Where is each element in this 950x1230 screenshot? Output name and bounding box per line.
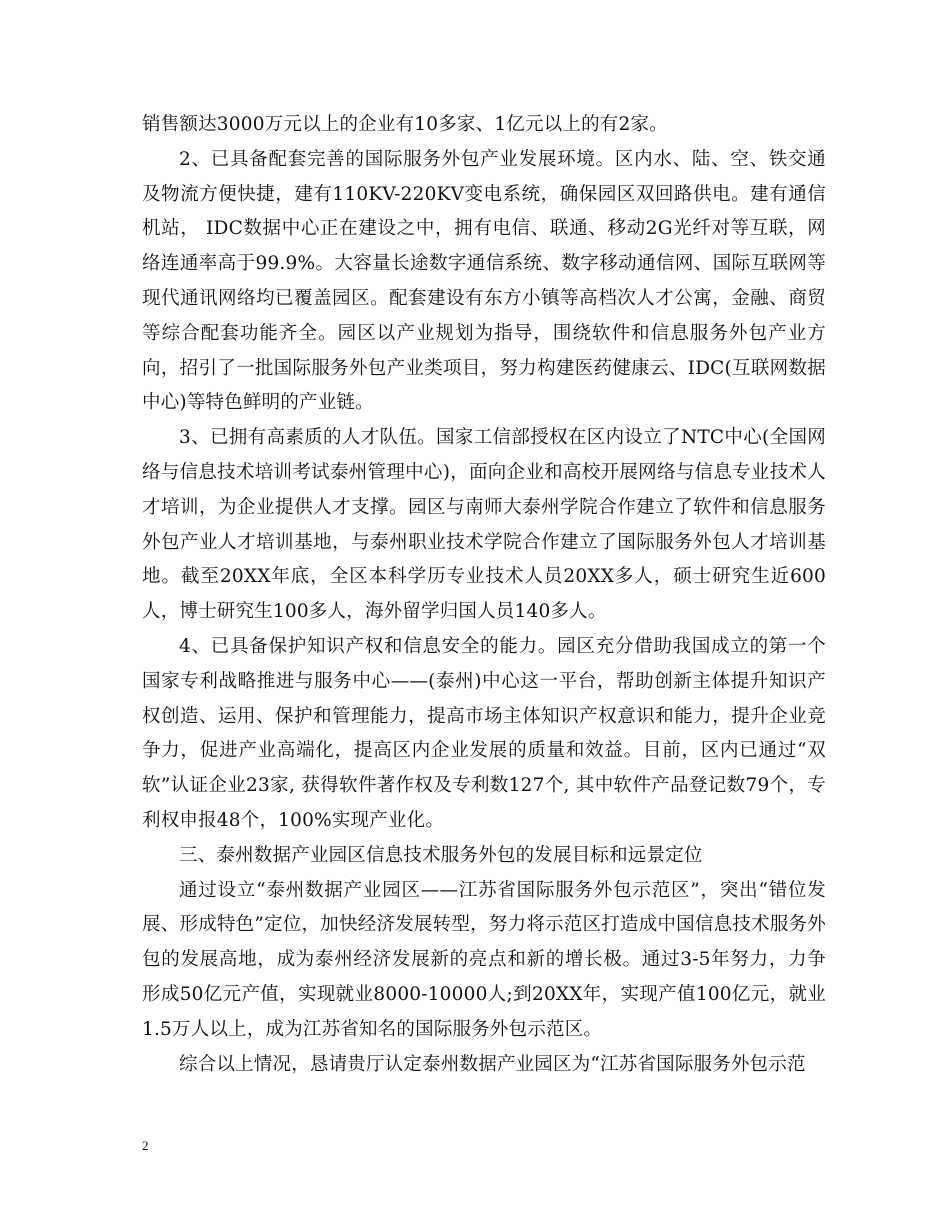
paragraph-environment: 2、已具备配套完善的国际服务外包产业发展环境。区内水、陆、空、铁交通及物流方便快捷，建有110KV-220KV变电系统，确保园区双回路供电。建有通信机站， IDC数据中心正在建设之中，拥有电信、联通、移动2G光纤对等互联，网络连通率高于99.9%。大容量长途数字通信系统、数字移动通信网、国际互联网等现代通讯网络均已覆盖园区。配套建设有东方小镇等高档次人才公寓，金融、商贸等综合配套功能齐全。园区以产业规划为指导，围绕软件和信息服务外包产业方向，招引了一批国际服务外包产业类项目，努力构建医药健康云、IDC(互联网数据中心)等特色鲜明的产业链。 (142, 148, 826, 414)
paragraph-ip-security: 4、已具备保护知识产权和信息安全的能力。园区充分借助我国成立的第一个国家专利战略推进与服务中心——(泰州)中心这一平台，帮助创新主体提升知识产权创造、运用、保护和管理能力，提高市场主体知识产权意识和能力，提升企业竞争力，促进产业高端化，提高区内企业发展的质量和效益。目前，区内已通过“双软”认证企业23家, 获得软件著作权及专利数127个, 其中软件产品登记数79个，专利权申报48个，100%实现产业化。 (142, 635, 826, 831)
paragraph-request: 综合以上情况，恳请贵厅认定泰州数据产业园区为“江苏省国际服务外包示范 (179, 1053, 806, 1075)
section-heading: 三、泰州数据产业园区信息技术服务外包的发展目标和远景定位 (179, 844, 703, 866)
paragraph-talent: 3、已拥有高素质的人才队伍。国家工信部授权在区内设立了NTC中心(全国网络与信息技术培训考试泰州管理中心)，面向企业和高校开展网络与信息专业技术人才培训，为企业提供人才支撑。园区与南师大泰州学院合作建立了软件和信息服务外包产业人才培训基地，与泰州职业技术学院合作建立了国际服务外包人才培训基地。截至20XX年底，全区本科学历专业技术人员20XX多人，硕士研究生近600人，博士研究生100多人，海外留学归国人员140多人。 (142, 427, 826, 623)
paragraph-continuation: 销售额达3000万元以上的企业有10多家、1亿元以上的有2家。 (142, 114, 668, 135)
document-body (142, 108, 826, 1082)
page-number: 2 (142, 1138, 149, 1153)
paragraph-goals: 通过设立“泰州数据产业园区——江苏省国际服务外包示范区”，突出“错位发展、形成特色”定位，加快经济发展转型，努力将示范区打造成中国信息技术服务外包的发展高地，成为泰州经济发展新的亮点和新的增长极。通过3-5年努力，力争形成50亿元产值，实现就业8000-10000人;到20XX年，实现产值100亿元，就业1.5万人以上，成为江苏省知名的国际服务外包示范区。 (142, 879, 826, 1040)
